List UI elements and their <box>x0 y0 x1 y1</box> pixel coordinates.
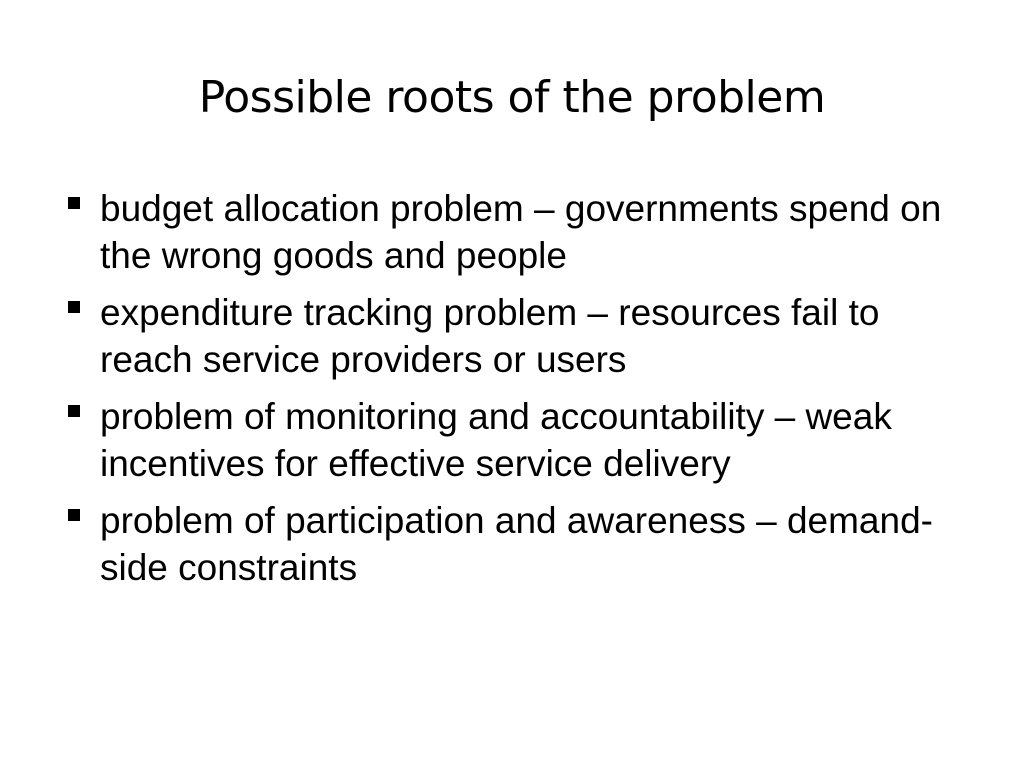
list-item <box>64 497 964 591</box>
bullet-text: problem of participation and awareness – demand-side constraints <box>100 500 933 588</box>
slide-title: Possible roots of the problem <box>198 72 826 123</box>
square-bullet-icon <box>68 301 80 313</box>
square-bullet-icon <box>68 405 80 417</box>
bullet-text: expenditure tracking problem – resources fail to reach service providers or users <box>100 292 880 380</box>
list-item <box>64 289 964 383</box>
list-item <box>64 185 964 279</box>
bullet-text: problem of monitoring and accountability – weak incentives for effective service delivery <box>100 396 892 484</box>
bullet-text: budget allocation problem – governments spend on the wrong goods and people <box>100 188 942 276</box>
bullet-list <box>64 185 964 601</box>
list-item <box>64 393 964 487</box>
square-bullet-icon <box>68 509 80 521</box>
square-bullet-icon <box>68 197 80 209</box>
